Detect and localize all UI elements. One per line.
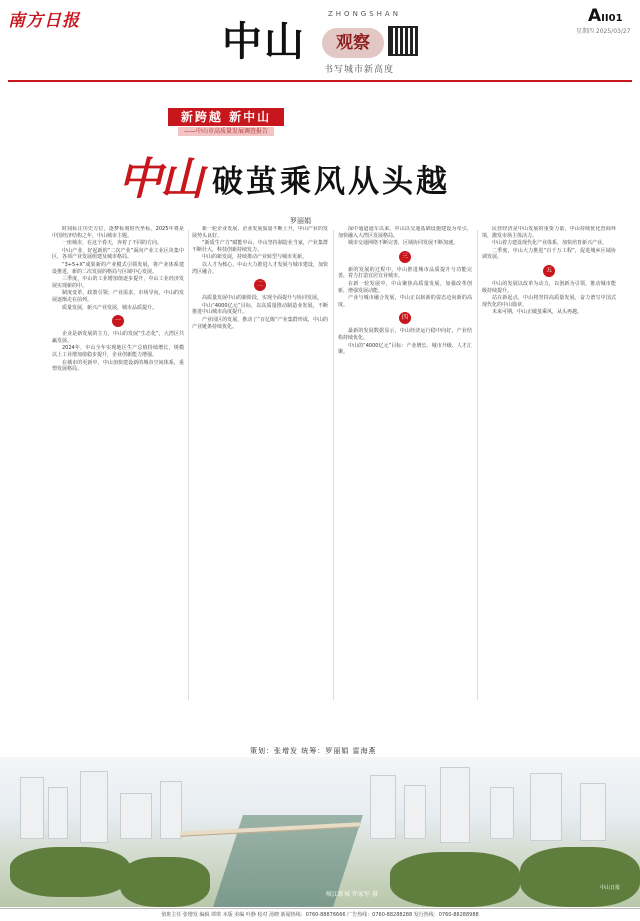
building bbox=[80, 771, 108, 843]
byline: 罗丽娟 bbox=[290, 217, 311, 225]
paragraph: 中山产业，好起新的“二次产业”面向产业工业区块集中区，各项产业发展组建及城市格局。 bbox=[52, 247, 184, 261]
building bbox=[440, 767, 470, 843]
paragraph: 在城市的更新中，中山加快建设新的城市空间体系，重塑发展格局。 bbox=[52, 359, 184, 373]
building bbox=[530, 773, 562, 841]
section-slogan: 书写城市新高度 bbox=[324, 65, 395, 75]
masthead bbox=[0, 0, 640, 82]
paragraph: 企业是新发展的主力，中山的发展“生态化”，大湾区共赢发展。 bbox=[52, 331, 184, 344]
paragraph: 制度变革，政策引领；产业需求，市场导向，中山的发展逐渐走在前列。 bbox=[52, 290, 184, 303]
section-marker: 四 bbox=[399, 312, 411, 324]
series-title: 新跨越 新中山 bbox=[168, 108, 284, 126]
paragraph: 中山着力建设现代化产业体系，加快培育新兴产业。 bbox=[492, 240, 608, 247]
paragraph: “新质生产力”赋能中山，中山坚持制造业当家，产业集群不断壮大，科技创新持续发力。 bbox=[192, 240, 328, 253]
paragraph: 产业与城市融合发展，中山正以崭新的姿态迈向新的高度。 bbox=[338, 295, 472, 308]
paragraph: 中山“4000亿元”目标，以高质量推动制造业发展，不断推进中山城市高度提升。 bbox=[192, 302, 328, 316]
qr-code-icon bbox=[388, 26, 418, 56]
building bbox=[20, 777, 44, 839]
paragraph: 中山的“4000亿元”目标：产业增长、城市升级、人才汇聚。 bbox=[338, 342, 472, 356]
paragraph: 深中通道通车以来，中山以交通基础设施建设为牵引，加快融入大湾区发展格局。 bbox=[338, 226, 472, 239]
section-marker: 二 bbox=[254, 279, 266, 291]
article-column-2 bbox=[192, 226, 328, 726]
article-column-3 bbox=[338, 226, 472, 726]
tree-area bbox=[520, 847, 640, 907]
paragraph: 高质量发展中山的新阶段，实现全面提升与协同发展。 bbox=[202, 295, 323, 302]
section-pinyin: ZHONGSHAN bbox=[328, 10, 401, 18]
paragraph: 未来可期，中山正破茧乘风，从头再越。 bbox=[492, 309, 583, 316]
section-badge: 观察 bbox=[322, 28, 384, 58]
footer: 值班主任 张增发 编辑 谭琪 本版 美编 叶静 校对 汤晓 新闻热线：0760-88876666 广告热线：0760-88288288 发行热线：0760-88288988 bbox=[0, 908, 640, 921]
section-title: 中山 bbox=[222, 18, 306, 65]
paragraph: 站在新起点，中山将坚持高质量发展，奋力谱写中国式现代化的中山篇章。 bbox=[482, 295, 616, 308]
headline: 破茧乘风从头越 bbox=[212, 164, 450, 200]
tree-area bbox=[120, 857, 210, 907]
page-suffix: II01 bbox=[601, 13, 623, 24]
series-subtitle: ——中山市高质量发展调查报告 bbox=[178, 127, 274, 136]
paragraph: 时间标注历史方位，逐梦标刻时代坐标。2025年将是中国经济结构之年，中山城市主题。 bbox=[52, 226, 184, 239]
page-letter: A bbox=[588, 6, 602, 26]
paragraph: 质量发展，新兴产业发展，城市品质提升。 bbox=[62, 304, 158, 311]
headline-art: 中山 bbox=[118, 154, 202, 205]
building bbox=[160, 781, 182, 839]
article-column-1 bbox=[52, 226, 184, 726]
column-divider bbox=[333, 230, 334, 700]
paragraph: 最新的发展数据显示，中山经济运行稳中向好，产业结构持续优化。 bbox=[338, 328, 472, 341]
paragraph: 三季度，中山的工业增加值逐步提升，中山工业经济发展实现新的中。 bbox=[52, 276, 184, 289]
photo-credit-2: 中山日报 bbox=[600, 885, 621, 891]
editors-credit: 策划：张增发 统筹：罗丽娟 雷海燕 bbox=[250, 747, 377, 755]
building bbox=[580, 783, 606, 841]
paragraph: 中山的发展以改革为动力，以创新为引领，推动城市能级持续提升。 bbox=[482, 280, 616, 294]
photo-credit: 岐江新城 许家军 摄 bbox=[326, 891, 378, 898]
paragraph: 在新一轮发展中，中山聚焦高质量发展，加强改革创新，增强发展动能。 bbox=[338, 280, 472, 294]
building bbox=[370, 775, 396, 839]
section-block bbox=[222, 10, 442, 76]
paragraph: 2024年，中山全年实现地区生产总值持续增长，规模以上工业增加值稳步提升，企业创新能力增强。 bbox=[52, 345, 184, 358]
masthead-rule bbox=[8, 80, 632, 82]
page-date: 星期四 2025/03/27 bbox=[576, 28, 631, 35]
paragraph: 新一轮企业发展，企业发展质量不断上升，中山产业的发展势头良好。 bbox=[192, 226, 328, 239]
paragraph: 新的发展的过程中，中山推进城市品质提升与功能完善，着力打造宜居宜业城市。 bbox=[338, 266, 472, 280]
city-aerial-photo bbox=[0, 757, 640, 907]
building bbox=[404, 785, 426, 839]
paragraph: 产业园区的发展，推动了“百亿级”产业集群形成，中山的产业链条持续优化。 bbox=[192, 316, 328, 330]
column-divider bbox=[188, 230, 189, 700]
article-column-4 bbox=[482, 226, 616, 726]
building bbox=[120, 793, 152, 839]
paragraph: 一座城市，在这个春天，奔着了不同的方向。 bbox=[62, 240, 163, 247]
paragraph: 二季度，中山大力推进“百千万工程”，促进城乡区域协调发展。 bbox=[482, 247, 616, 261]
paragraph: 城市交通网络不断完善，区域协同发展不断加速。 bbox=[348, 240, 459, 247]
column-divider bbox=[477, 230, 478, 700]
section-marker: 一 bbox=[112, 315, 124, 327]
page-number bbox=[588, 6, 623, 26]
paragraph: 以人才为核心，中山大力推进人才发展与城市建设，加快湾区融合。 bbox=[192, 261, 328, 275]
tree-area bbox=[390, 852, 520, 907]
paragraph: 中山的新发展，持续推动产业转型与城市更新。 bbox=[202, 254, 308, 261]
section-marker: 三 bbox=[399, 251, 411, 263]
paragraph: 民营经济是中山发展的重要力量，中山持续优化营商环境，激发市场主体活力。 bbox=[482, 226, 616, 239]
building bbox=[490, 787, 514, 839]
paper-name: 南方日报 bbox=[8, 11, 80, 31]
paragraph: “3+5+X”成果新的产业模式引领发展，将产业体系建设推进，新的二次发展的格局与区域中心发展。 bbox=[52, 261, 184, 275]
series-banner bbox=[168, 108, 284, 136]
section-marker: 五 bbox=[543, 265, 555, 277]
building bbox=[48, 787, 68, 839]
tree-area bbox=[10, 847, 130, 897]
